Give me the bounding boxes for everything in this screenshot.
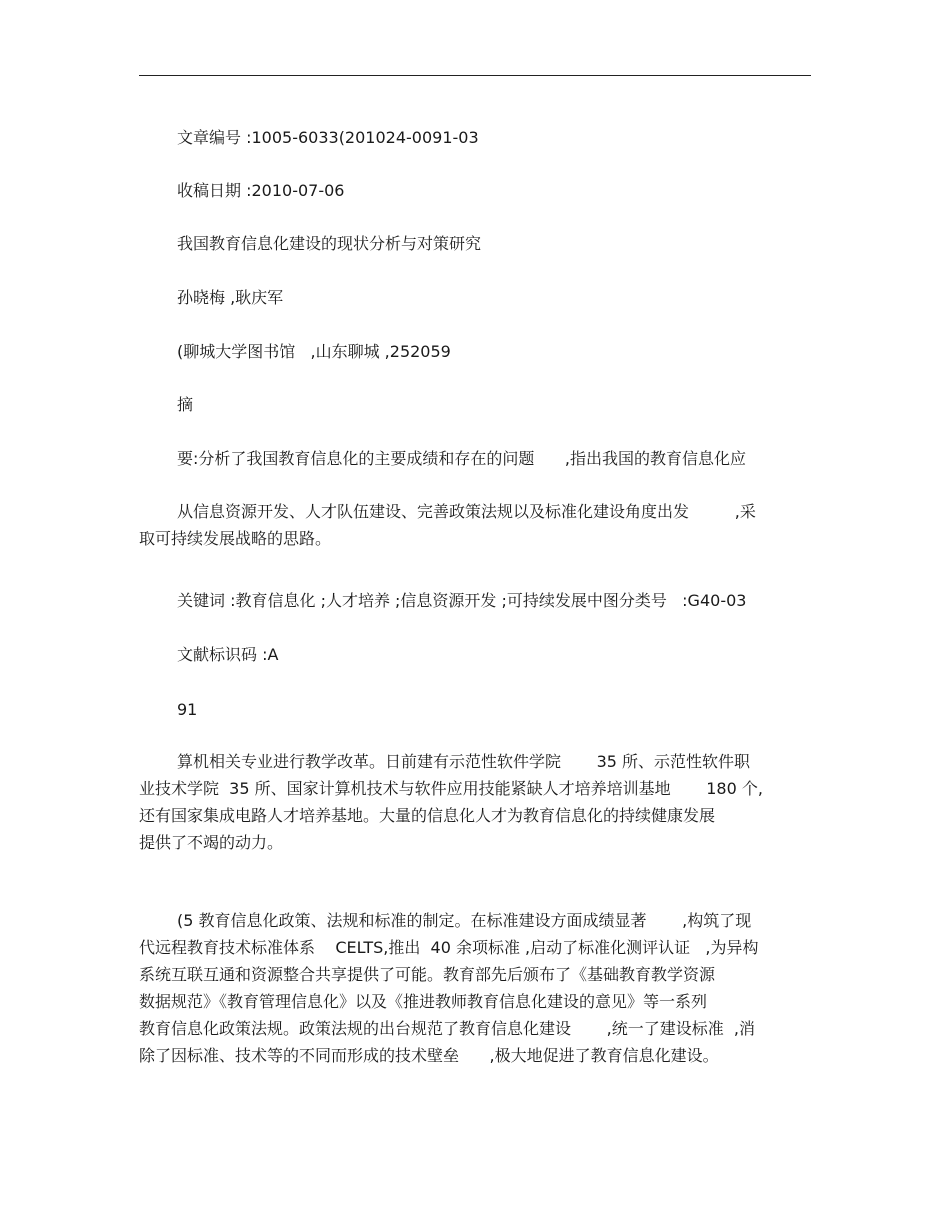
body-paragraph-1-line-3: 还有国家集成电路人才培养基地。大量的信息化人才为教育信息化的持续健康发展 — [139, 806, 716, 825]
body-paragraph-1-line-2: 业技术学院 35 所、国家计算机技术与软件应用技能紧缺人才培养培训基地 180 个, — [139, 779, 763, 798]
body-paragraph-2-line-3: 系统互联互通和资源整合共享提供了可能。教育部先后颁布了《基础教育教学资源 — [139, 965, 716, 984]
header-rule — [139, 75, 811, 76]
page-number: 91 — [177, 700, 198, 719]
abstract-line-1: 要:分析了我国教育信息化的主要成绩和存在的问题 ,指出我国的教育信息化应 — [177, 449, 746, 468]
body-paragraph-2-line-6: 除了因标准、技术等的不同而形成的技术壁垒 ,极大地促进了教育信息化建设。 — [139, 1046, 719, 1065]
body-paragraph-2-line-4: 数据规范》《教育管理信息化》以及《推进教师教育信息化建设的意见》等一系列 — [139, 992, 708, 1011]
body-paragraph-2-line-5: 教育信息化政策法规。政策法规的出台规范了教育信息化建设 ,统一了建设标准 ,消 — [139, 1019, 755, 1038]
affiliation: (聊城大学图书馆 ,山东聊城 ,252059 — [177, 342, 451, 361]
received-date: 收稿日期 :2010-07-06 — [177, 181, 345, 200]
authors: 孙晓梅 ,耿庆军 — [177, 288, 284, 307]
body-paragraph-2-line-2: 代远程教育技术标准体系 CELTS,推出 40 余项标准 ,启动了标准化测评认证 ,为异构 — [139, 938, 759, 957]
abstract-line-3: 取可持续发展战略的思路。 — [139, 529, 332, 548]
document-code: 文献标识码 :A — [177, 645, 279, 664]
abstract-line-2: 从信息资源开发、人才队伍建设、完善政策法规以及标准化建设角度出发 ,采 — [177, 502, 756, 521]
body-paragraph-1-line-1: 算机相关专业进行教学改革。日前建有示范性软件学院 35 所、示范性软件职 — [177, 752, 751, 771]
body-paragraph-1-line-4: 提供了不竭的动力。 — [139, 833, 284, 852]
article-title: 我国教育信息化建设的现状分析与对策研究 — [177, 234, 482, 253]
keywords: 关键词 :教育信息化 ;人才培养 ;信息资源开发 ;可持续发展中图分类号 :G40-03 — [177, 591, 747, 610]
article-number: 文章编号 :1005-6033(201024-0091-03 — [177, 128, 479, 147]
body-paragraph-2-line-1: (5 教育信息化政策、法规和标准的制定。在标准建设方面成绩显著 ,构筑了现 — [177, 911, 752, 930]
abstract-label: 摘 — [177, 395, 194, 414]
